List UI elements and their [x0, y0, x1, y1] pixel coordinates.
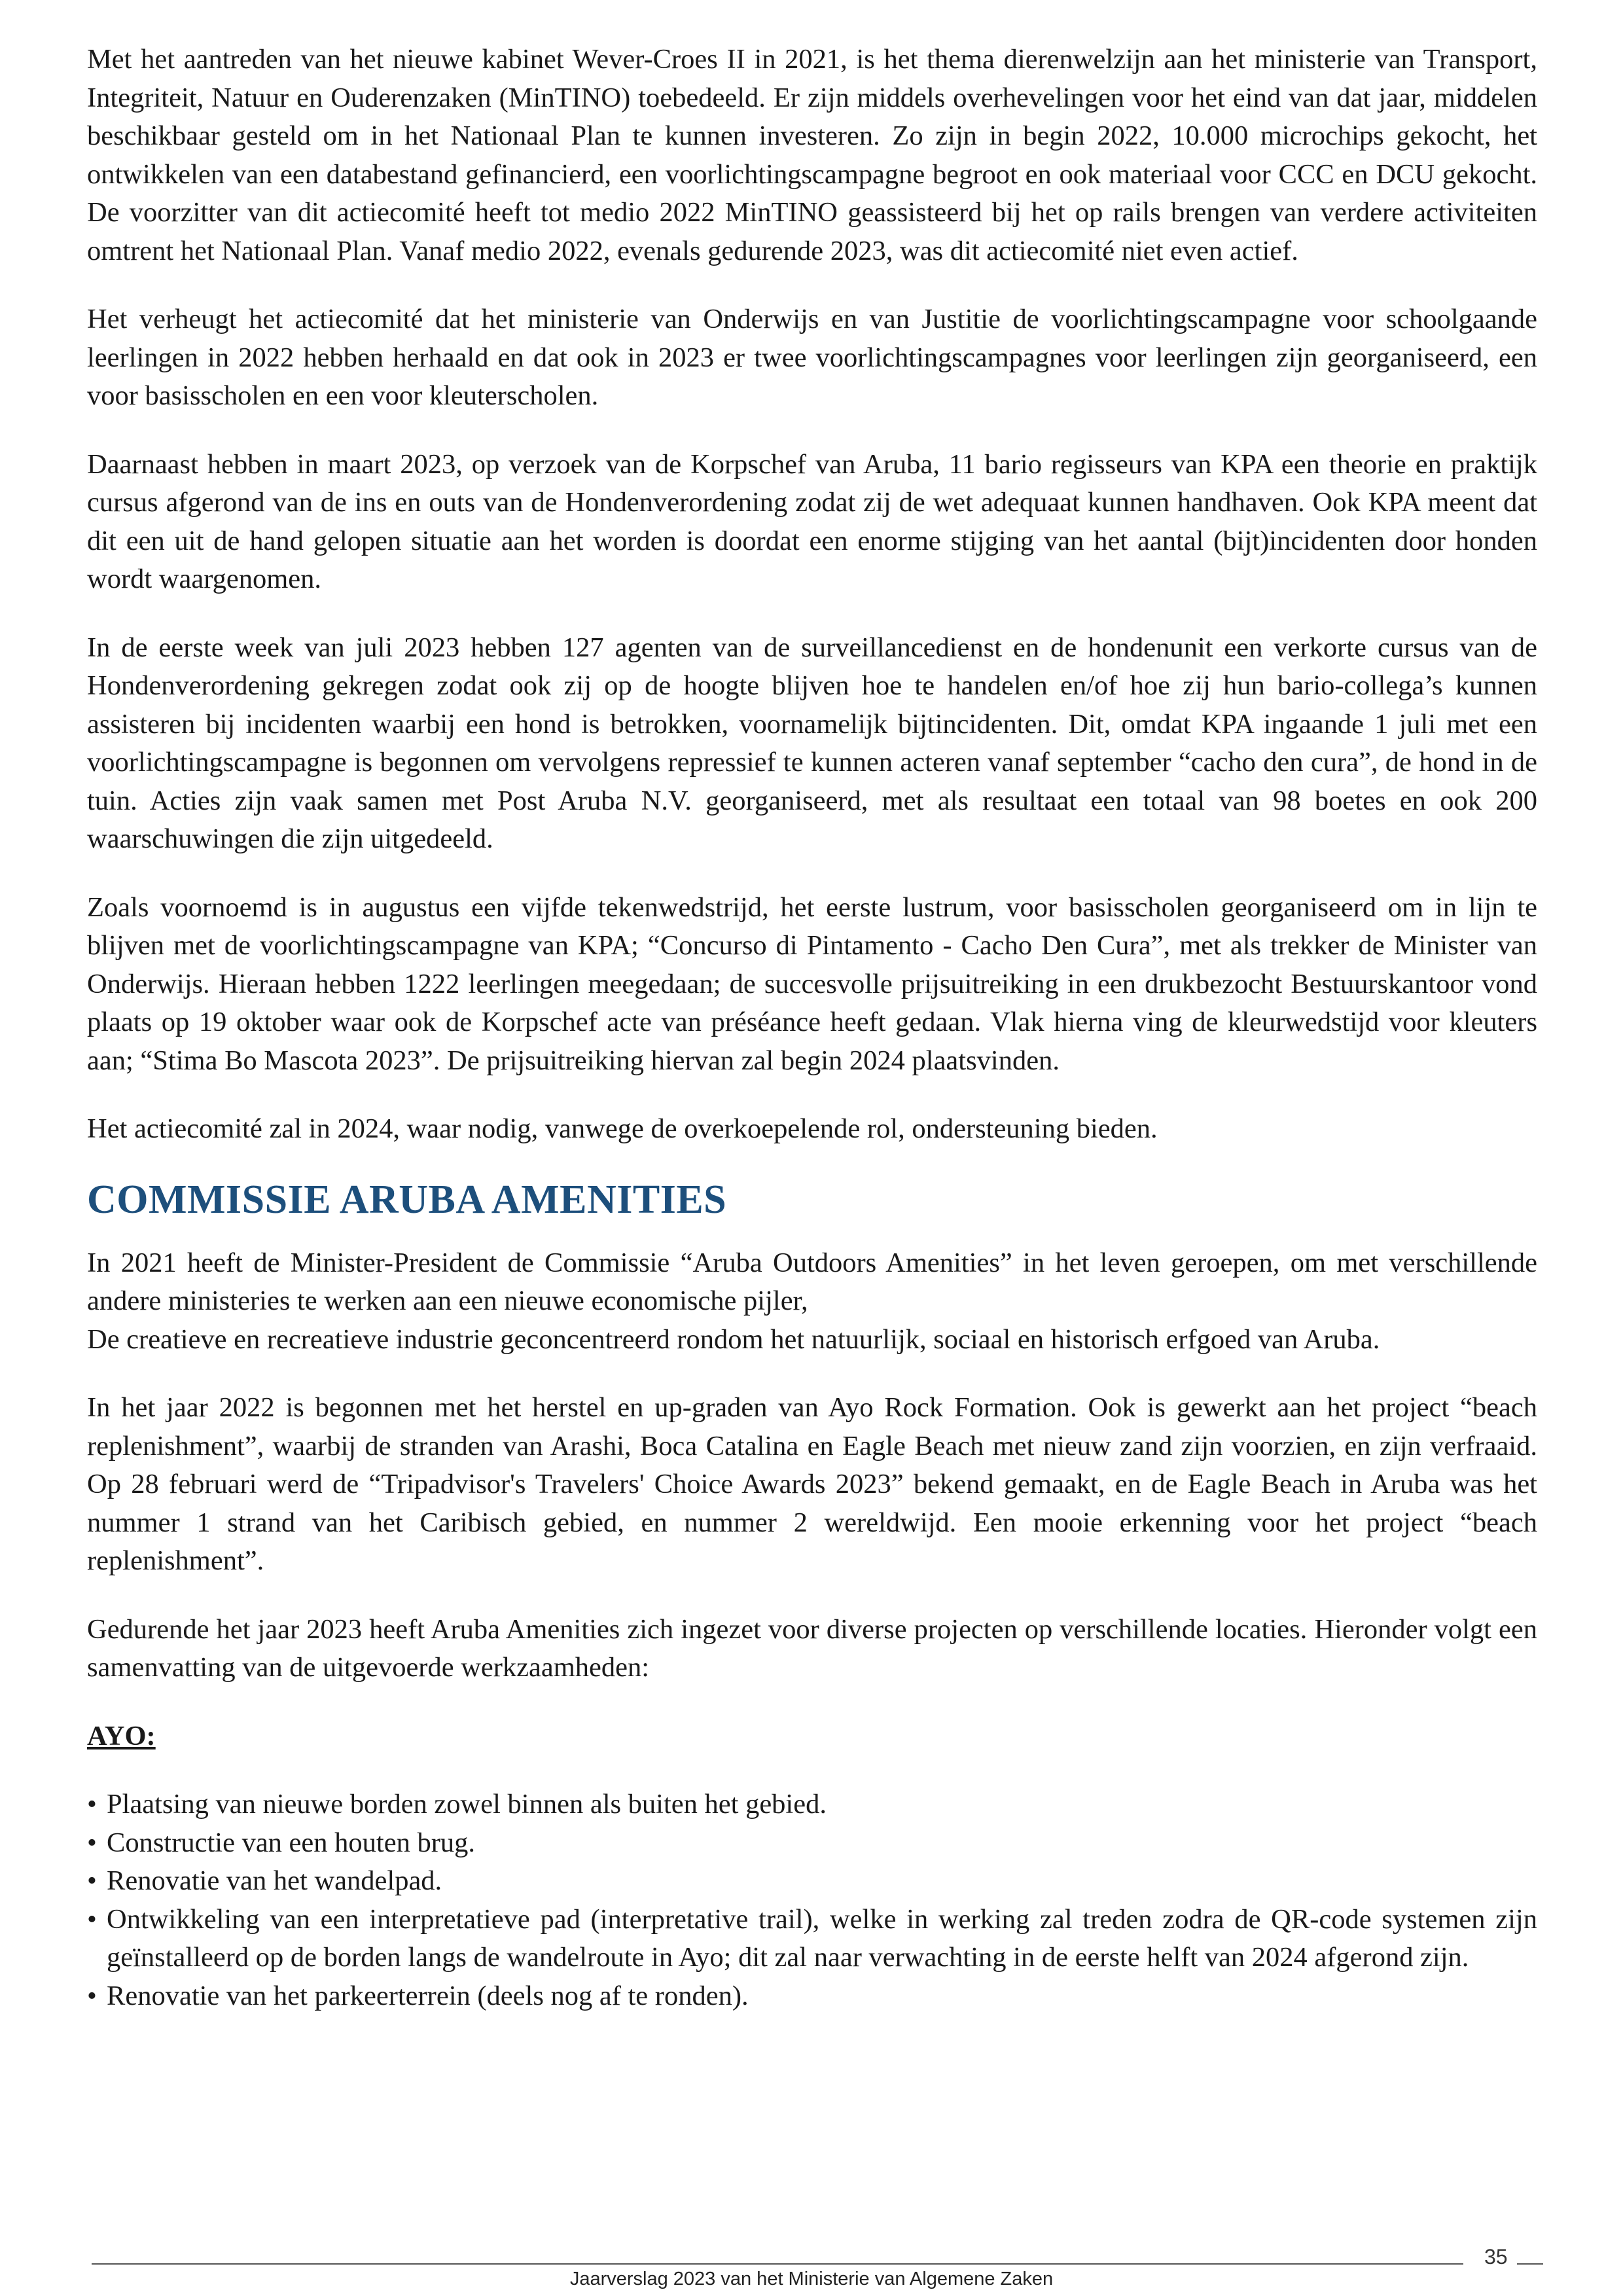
page-number: 35 — [1484, 2245, 1508, 2269]
paragraph-agenten-cursus: In de eerste week van juli 2023 hebben 127 agenten van de surveillancedienst en de hondenunit een verkorte cursus van de Hondenverordening gekregen zodat ook zij op de hoogte blijven hoe te handelen en/of hoe zij hun bario-collega’s kunnen assisteren bij incidenten waarbij een hond is betrokken, voornamelijk bijtincidenten. Dit, omdat KPA ingaande 1 juli met een voorlichtingscampagne is begonnen om vervolgens repressief te kunnen acteren vanaf september “cacho den cura”, de hond in de tuin. Acties zijn vaak samen met Post Aruba N.V. georganiseerd, met als resultaat een totaal van 98 boetes en ook 200 waarschuwingen die zijn uitgedeeld. — [87, 632, 1537, 854]
footer-title: Jaarverslag 2023 van het Ministerie van Algemene Zaken — [569, 2269, 1054, 2289]
bullet-icon: • — [87, 1903, 97, 1935]
paragraph-tekenwedstrijd: Zoals voornoemd is in augustus een vijfde tekenwedstrijd, het eerste lustrum, voor basisscholen georganiseerd om in lijn te blijven met de voorlichtingscampagne van KPA; “Concurso di Pintamento - Cacho Den Cura”, met als trekker de Minister van Onderwijs. Hieraan hebben 1222 leerlingen meegedaan; de succesvolle prijsuitreiking in een drukbezocht Bestuurskantoor vond plaats op 19 oktober waar ook de Korpschef acte van préséance heeft gedaan. Vlak hierna ving de kleurwedstijd voor kleuters aan; “Stima Bo Mascota 2023”. De prijsuitreiking hiervan zal begin 2024 plaatsvinden. — [87, 891, 1537, 1076]
bullet-icon: • — [87, 1827, 97, 1858]
list-item: • Ontwikkeling van een interpretatieve pad (interpretative trail), welke in werking zal treden zodra de QR-code systemen zijn geïnstalleerd op de borden langs de wandelroute in Ayo; dit zal naar verwachting in de eerste helft van 2024 afgerond zijn. — [87, 1901, 1537, 1977]
paragraph-commissie-intro — [87, 1244, 1537, 1359]
paragraph-bario-regisseurs: Daarnaast hebben in maart 2023, op verzoek van de Korpschef van Aruba, 11 bario regisseurs van KPA een theorie en praktijk cursus afgerond van de ins en outs van de Hondenverordening zodat zij de wet adequaat kunnen handhaven. Ook KPA meent dat dit een uit de hand gelopen situatie aan het worden is doordat een enorme stijging van het aantal (bijt)incidenten door honden wordt waargenomen. — [87, 448, 1537, 594]
list-item: • Renovatie van het wandelpad. — [87, 1862, 1537, 1901]
paragraph-werkzaamheden: Gedurende het jaar 2023 heeft Aruba Amenities zich ingezet voor diverse projecten op verschillende locaties. Hieronder volgt een samenvatting van de uitgevoerde werkzaamheden: — [87, 1613, 1537, 1683]
paragraph-actiecomite-2024: Het actiecomité zal in 2024, waar nodig, vanwege de overkoepelende rol, ondersteuning bieden. — [87, 1113, 1158, 1144]
intro-line-2: De creatieve en recreatieve industrie geconcentreerd rondom het natuurlijk, sociaal en historisch erfgoed van Aruba. — [87, 1323, 1380, 1355]
list-item: • Plaatsing van nieuwe borden zowel binnen als buiten het gebied. — [87, 1785, 1537, 1824]
subheading-ayo: AYO: — [87, 1720, 156, 1751]
page-content — [87, 41, 1537, 2015]
bullet-icon: • — [87, 1980, 97, 2011]
paragraph-ayo-beach: In het jaar 2022 is begonnen met het herstel en up-graden van Ayo Rock Formation. Ook is gewerkt aan het project “beach replenishment”, waarbij de stranden van Arashi, Boca Catalina en Eagle Beach met nieuw zand zijn voorzien, en zijn verfraaid. Op 28 februari werd de “Tripadvisor's Travelers' Choice Awards 2023” bekend gemaakt, en de Eagle Beach in Aruba was het nummer 1 strand van het Caribisch gebied, en nummer 2 wereldwijd. Een mooie erkenning voor het project “beach replenishment”. — [87, 1392, 1537, 1576]
bullet-list-ayo — [87, 1785, 1537, 2015]
list-item: • Constructie van een houten brug. — [87, 1824, 1537, 1863]
footer-divider — [92, 2263, 1463, 2265]
paragraph-voorlichting-scholen: Het verheugt het actiecomité dat het ministerie van Onderwijs en van Justitie de voorlichtingscampagne voor schoolgaande leerlingen in 2022 hebben herhaald en dat ook in 2023 er twee voorlichtingscampagnes voor leerlingen zijn georganiseerd, een voor basisscholen en een voor kleuterscholen. — [87, 304, 1537, 411]
intro-line-1: In 2021 heeft de Minister-President de Commissie “Aruba Outdoors Amenities” in het leven geroepen, om met verschillende andere ministeries te werken aan een nieuwe economische pijler, — [87, 1247, 1537, 1316]
paragraph-mintino: Met het aantreden van het nieuwe kabinet Wever-Croes II in 2021, is het thema dierenwelzijn aan het ministerie van Transport, Integriteit, Natuur en Ouderenzaken (MinTINO) toebedeeld. Er zijn middels overhevelingen voor het eind van dat jaar, middelen beschikbaar gesteld om in het Nationaal Plan te kunnen investeren. Zo zijn in begin 2022, 10.000 microchips gekocht, het ontwikkelen van een databestand gefinancierd, een voorlichtingscampagne begroot en ook materiaal voor CCC en DCU gekocht. De voorzitter van dit actiecomité heeft tot medio 2022 MinTINO geassisteerd bij het op rails brengen van verdere activiteiten omtrent het Nationaal Plan. Vanaf medio 2022, evenals gedurende 2023, was dit actiecomité niet even actief. — [87, 44, 1537, 266]
list-item: • Renovatie van het parkeerterrein (deels nog af te ronden). — [87, 1977, 1537, 2016]
bullet-icon: • — [87, 1865, 97, 1896]
bullet-icon: • — [87, 1789, 97, 1820]
page-number-dash — [1517, 2263, 1543, 2265]
section-heading: COMMISSIE ARUBA AMENITIES — [87, 1177, 727, 1222]
